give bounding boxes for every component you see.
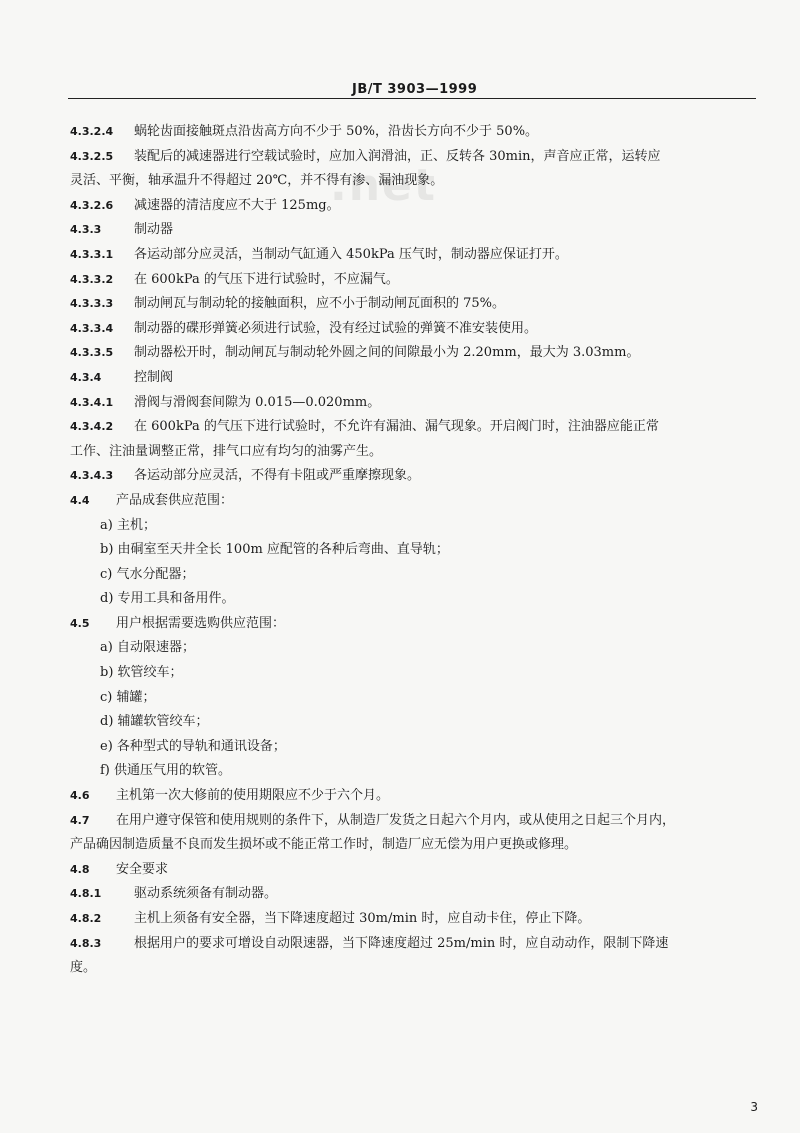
clause-4-3-3-5 bbox=[70, 341, 760, 366]
clause-text: 驱动系统须备有制动器。 bbox=[134, 886, 278, 902]
clause-number: 4.3.3.5 bbox=[70, 346, 114, 360]
clause-4-7 bbox=[70, 809, 760, 834]
page-header bbox=[0, 80, 800, 106]
clause-number: 4.3.4.2 bbox=[70, 420, 114, 434]
clause-4-3-4 bbox=[70, 366, 760, 391]
clause-number: 4.3.3.4 bbox=[70, 321, 114, 335]
clause-4-8-2 bbox=[70, 907, 760, 932]
list-item: e) 各种型式的导轨和通讯设备； bbox=[100, 738, 286, 754]
clause-4-3-3-1 bbox=[70, 243, 760, 268]
document-body bbox=[70, 120, 760, 981]
clause-number: 4.5 bbox=[70, 616, 90, 630]
list-item: c) 辅罐； bbox=[100, 689, 156, 705]
watermark: .net bbox=[330, 160, 437, 211]
clause-number: 4.8 bbox=[70, 862, 90, 876]
clause-number: 4.3.3 bbox=[70, 223, 102, 237]
clause-number: 4.3.3.2 bbox=[70, 272, 114, 286]
list-item: a) 自动限速器； bbox=[100, 640, 195, 656]
clause-heading: 产品成套供应范围： bbox=[116, 492, 234, 508]
clause-4-6 bbox=[70, 784, 760, 809]
clause-heading: 控制阀 bbox=[134, 369, 174, 385]
clause-text: 滑阀与滑阀套间隙为 0.015—0.020mm。 bbox=[134, 394, 381, 410]
clause-4-3-3-4 bbox=[70, 317, 760, 342]
clause-number: 4.3.3.1 bbox=[70, 247, 114, 261]
clause-4-3-3-3 bbox=[70, 292, 760, 317]
list-item: c) 气水分配器； bbox=[100, 566, 195, 582]
clause-heading: 制动器 bbox=[134, 222, 174, 238]
clause-text: 主机第一次大修前的使用期限应不少于六个月。 bbox=[116, 788, 390, 804]
list-item: d) 辅罐软管绞车； bbox=[100, 714, 209, 730]
clause-text: 制动器的碟形弹簧必须进行试验，没有经过试验的弹簧不准安装使用。 bbox=[134, 320, 538, 336]
clause-text: 在用户遵守保管和使用规则的条件下，从制造厂发货之日起六个月内，或从使用之日起三个月内， bbox=[116, 812, 676, 828]
clause-continuation: 度。 bbox=[70, 960, 97, 976]
standard-code: JB/T 3903—1999 bbox=[352, 82, 478, 97]
list-item: a) 主机； bbox=[100, 517, 156, 533]
clause-4-3-2-5 bbox=[70, 145, 760, 170]
list-item: d) 专用工具和备用件。 bbox=[100, 591, 235, 607]
clause-number: 4.7 bbox=[70, 813, 90, 827]
clause-text: 主机上须备有安全器，当下降速度超过 30m/min 时，应自动卡住，停止下降。 bbox=[134, 911, 591, 926]
clause-text: 各运动部分应灵活，当制动气缸通入 450kPa 压气时，制动器应保证打开。 bbox=[134, 246, 568, 262]
clause-number: 4.8.1 bbox=[70, 887, 102, 901]
clause-text: 减速器的清洁度应不大于 125mg。 bbox=[134, 197, 340, 213]
clause-4-3-4-3 bbox=[70, 464, 760, 489]
clause-number: 4.3.2.6 bbox=[70, 198, 114, 212]
list-item: f) 供通压气用的软管。 bbox=[100, 763, 232, 779]
clause-text: 各运动部分应灵活，不得有卡阻或严重摩擦现象。 bbox=[134, 468, 421, 484]
clause-continuation: 灵活、平衡，轴承温升不得超过 20℃，并不得有渗、漏油现象。 bbox=[70, 173, 444, 189]
header-rule bbox=[68, 98, 756, 99]
clause-number: 4.3.2.4 bbox=[70, 125, 114, 138]
clause-text: 在 600kPa 的气压下进行试验时，不应漏气。 bbox=[134, 271, 399, 287]
page-number: 3 bbox=[750, 1100, 758, 1114]
clause-number: 4.3.4.1 bbox=[70, 395, 114, 409]
clause-text: 在 600kPa 的气压下进行试验时，不允许有漏油、漏气现象。开启阀门时，注油器应能正常 bbox=[134, 419, 659, 435]
clause-number: 4.4 bbox=[70, 493, 90, 507]
clause-text: 制动器松开时，制动闸瓦与制动轮外圆之间的间隙最小为 2.20mm，最大为 3.03mm。 bbox=[134, 345, 640, 361]
clause-number: 4.3.3.3 bbox=[70, 297, 114, 311]
clause-number: 4.8.2 bbox=[70, 912, 102, 925]
clause-heading: 安全要求 bbox=[116, 861, 169, 877]
clause-4-8-1 bbox=[70, 882, 760, 907]
clause-4-8 bbox=[70, 858, 760, 883]
clause-4-3-3 bbox=[70, 218, 760, 243]
clause-continuation: 产品确因制造质量不良而发生损坏或不能正常工作时，制造厂应无偿为用户更换或修理。 bbox=[70, 837, 578, 853]
clause-number: 4.6 bbox=[70, 789, 90, 803]
clause-text: 根据用户的要求可增设自动限速器，当下降速度超过 25m/min 时，应自动动作，限制下降速 bbox=[134, 935, 669, 951]
clause-text: 装配后的减速器进行空载试验时，应加入润滑油，正、反转各 30min，声音应正常，运转应 bbox=[134, 148, 661, 164]
clause-number: 4.3.2.5 bbox=[70, 149, 114, 163]
clause-continuation: 工作、注油量调整正常，排气口应有均匀的油雾产生。 bbox=[70, 443, 383, 459]
clause-4-5 bbox=[70, 612, 760, 637]
clause-number: 4.8.3 bbox=[70, 936, 102, 950]
clause-4-3-4-1 bbox=[70, 391, 760, 416]
clause-4-4 bbox=[70, 489, 760, 514]
list-item: b) 软管绞车； bbox=[100, 665, 183, 681]
list-item: b) 由硐室至天井全长 100m 应配管的各种后弯曲、直导轨； bbox=[100, 542, 449, 558]
clause-4-3-4-2 bbox=[70, 415, 760, 440]
clause-4-3-2-4 bbox=[70, 120, 760, 145]
clause-4-8-3 bbox=[70, 932, 760, 957]
clause-4-3-3-2 bbox=[70, 268, 760, 293]
clause-text: 制动闸瓦与制动轮的接触面积，应不小于制动闸瓦面积的 75%。 bbox=[134, 296, 506, 312]
clause-4-3-2-6 bbox=[70, 194, 760, 219]
clause-number: 4.3.4 bbox=[70, 370, 102, 384]
clause-text: 蜗轮齿面接触斑点沿齿高方向不少于 50%，沿齿长方向不少于 50%。 bbox=[134, 124, 539, 139]
clause-number: 4.3.4.3 bbox=[70, 469, 114, 483]
clause-heading: 用户根据需要选购供应范围： bbox=[116, 615, 286, 631]
